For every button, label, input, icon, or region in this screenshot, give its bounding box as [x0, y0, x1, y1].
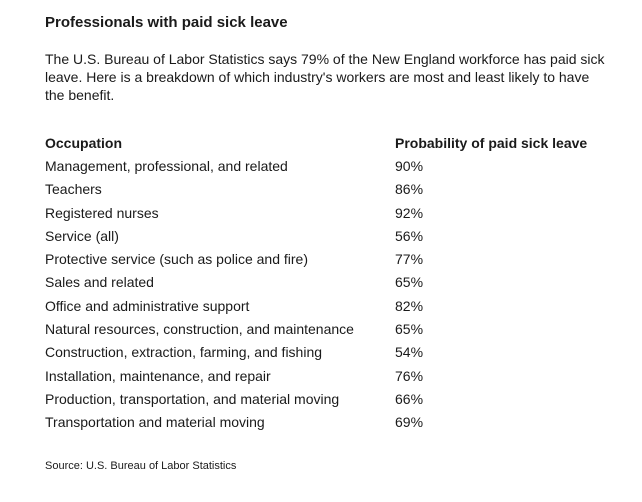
occupation-cell: Natural resources, construction, and maintenance	[45, 321, 354, 338]
probability-cell: 56%	[395, 227, 424, 244]
occupation-cell: Teachers	[45, 181, 102, 198]
table-row	[45, 294, 615, 317]
column-header-probability: Probability of paid sick leave	[395, 134, 588, 151]
probability-cell: 90%	[395, 157, 424, 174]
occupation-cell: Service (all)	[45, 227, 119, 244]
table-row	[45, 201, 615, 224]
chart-subtitle: The U.S. Bureau of Labor Statistics says 79% of the New England workforce has paid sick leave. Here is a breakdown of which industry's workers are most and least likely to have the benefit.	[45, 51, 605, 103]
occupation-cell: Installation, maintenance, and repair	[45, 367, 271, 384]
probability-cell: 82%	[395, 297, 424, 314]
table-row	[45, 341, 615, 364]
table-header-row	[45, 131, 615, 154]
data-table	[45, 131, 615, 434]
occupation-cell: Protective service (such as police and fire)	[45, 251, 308, 268]
table-row	[45, 387, 615, 410]
probability-cell: 65%	[395, 321, 424, 338]
source-note: Source: U.S. Bureau of Labor Statistics	[45, 460, 237, 472]
occupation-cell: Office and administrative support	[45, 297, 250, 314]
column-header-occupation: Occupation	[45, 134, 123, 151]
probability-cell: 66%	[395, 390, 424, 407]
table-row	[45, 224, 615, 247]
occupation-cell: Sales and related	[45, 274, 154, 291]
table-row	[45, 154, 615, 177]
probability-cell: 76%	[395, 367, 424, 384]
probability-cell: 69%	[395, 414, 424, 431]
table-row	[45, 317, 615, 340]
occupation-cell: Registered nurses	[45, 204, 159, 221]
occupation-cell: Transportation and material moving	[45, 414, 265, 431]
occupation-cell: Construction, extraction, farming, and fishing	[45, 344, 323, 361]
occupation-cell: Production, transportation, and material moving	[45, 390, 340, 407]
occupation-cell: Management, professional, and related	[45, 157, 288, 174]
table-body	[45, 154, 615, 434]
probability-cell: 92%	[395, 204, 424, 221]
probability-cell: 77%	[395, 251, 424, 268]
probability-cell: 65%	[395, 274, 424, 291]
probability-cell: 86%	[395, 181, 424, 198]
table-row	[45, 364, 615, 387]
table-row	[45, 271, 615, 294]
table-row	[45, 178, 615, 201]
table-row	[45, 411, 615, 434]
probability-cell: 54%	[395, 344, 424, 361]
chart-title: Professionals with paid sick leave	[45, 14, 288, 31]
table-row	[45, 247, 615, 270]
